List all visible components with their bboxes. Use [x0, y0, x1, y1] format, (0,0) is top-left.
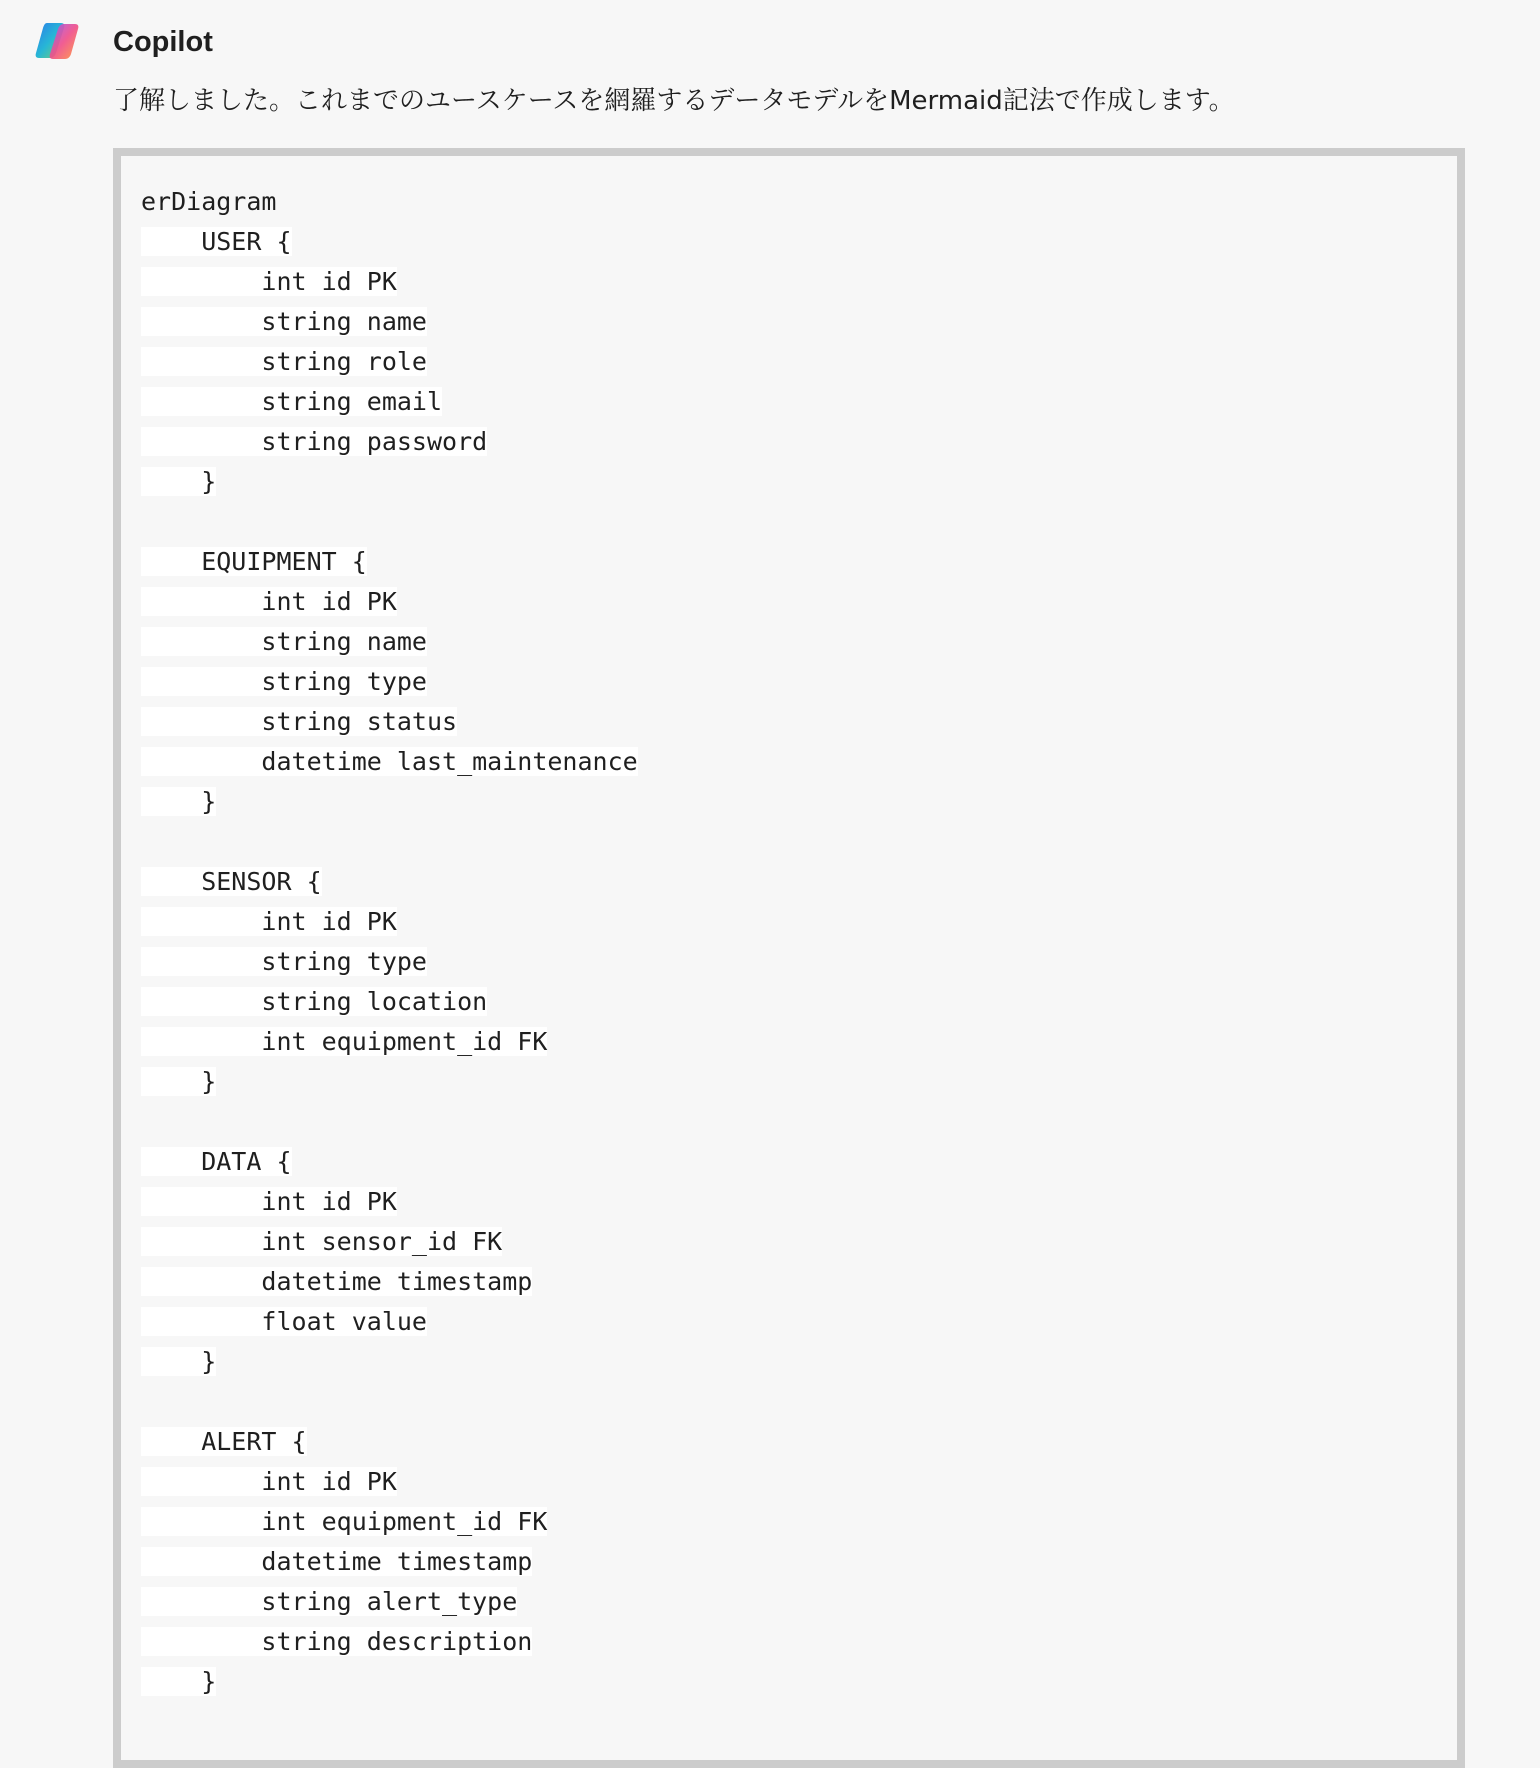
code-line	[141, 1262, 1457, 1302]
code-line	[141, 342, 1457, 382]
code-line	[141, 622, 1457, 662]
code-line	[141, 942, 1457, 982]
code-line	[141, 822, 1457, 862]
copilot-logo-icon	[33, 19, 81, 63]
code-line-text: USER {	[141, 227, 292, 256]
code-line-text: datetime last_maintenance	[141, 747, 638, 776]
code-line-text: string role	[141, 347, 427, 376]
code-line-text: }	[141, 1067, 217, 1096]
code-line	[141, 782, 1457, 822]
code-line-text: ALERT {	[141, 1427, 307, 1456]
code-line-text: int id PK	[141, 1187, 397, 1216]
code-line	[141, 662, 1457, 702]
code-line	[141, 1222, 1457, 1262]
code-line-text: datetime timestamp	[141, 1267, 533, 1296]
code-line	[141, 702, 1457, 742]
code-line	[141, 502, 1457, 542]
code-line-text: int equipment_id FK	[141, 1027, 548, 1056]
code-line	[141, 902, 1457, 942]
code-line	[141, 1342, 1457, 1382]
code-line-text: string password	[141, 427, 488, 456]
code-line: erDiagram	[141, 187, 277, 216]
code-line-text: string location	[141, 987, 488, 1016]
code-line-text: string description	[141, 1627, 533, 1656]
code-line	[141, 1062, 1457, 1102]
code-line-text: int equipment_id FK	[141, 1507, 548, 1536]
code-line	[141, 462, 1457, 502]
code-line	[141, 1542, 1457, 1582]
code-line-text: string alert_type	[141, 1587, 518, 1616]
code-line	[141, 1502, 1457, 1542]
code-line	[141, 1662, 1457, 1702]
code-line-text: int id PK	[141, 267, 397, 296]
code-line	[141, 422, 1457, 462]
code-line	[141, 1382, 1457, 1422]
code-line	[141, 542, 1457, 582]
code-line	[141, 302, 1457, 342]
code-line-text: }	[141, 1347, 217, 1376]
code-line	[141, 1102, 1457, 1142]
code-line	[141, 1622, 1457, 1662]
code-line	[141, 982, 1457, 1022]
code-line-text: }	[141, 1667, 217, 1696]
code-line	[141, 742, 1457, 782]
code-line-text: int id PK	[141, 907, 397, 936]
code-line-text: datetime timestamp	[141, 1547, 533, 1576]
code-line-text: SENSOR {	[141, 867, 322, 896]
code-line	[141, 382, 1457, 422]
code-line	[141, 862, 1457, 902]
code-line-text: }	[141, 787, 217, 816]
code-line-text: string type	[141, 947, 427, 976]
code-line	[141, 1182, 1457, 1222]
code-line-text: int sensor_id FK	[141, 1227, 503, 1256]
code-line	[141, 1302, 1457, 1342]
code-line-text: string type	[141, 667, 427, 696]
response-text: 了解しました。これまでのユースケースを網羅するデータモデルをMermaid記法で作成します。	[113, 86, 1235, 116]
code-line	[141, 1582, 1457, 1622]
code-line-text: DATA {	[141, 1147, 292, 1176]
code-line	[141, 1462, 1457, 1502]
code-line	[141, 1022, 1457, 1062]
code-block[interactable]	[113, 148, 1465, 1768]
code-line-text: string name	[141, 307, 427, 336]
code-line-text: }	[141, 467, 217, 496]
code-line	[141, 262, 1457, 302]
code-line	[141, 1422, 1457, 1462]
code-line-text: string email	[141, 387, 443, 416]
code-line	[141, 1142, 1457, 1182]
code-line-text: int id PK	[141, 1467, 397, 1496]
code-line-text: EQUIPMENT {	[141, 547, 367, 576]
code-line	[141, 582, 1457, 622]
code-line-text: string status	[141, 707, 458, 736]
code-line-text: float value	[141, 1307, 427, 1336]
sender-name: Copilot	[113, 26, 213, 58]
code-line-text: int id PK	[141, 587, 397, 616]
code-line-text: string name	[141, 627, 427, 656]
code-line	[141, 222, 1457, 262]
